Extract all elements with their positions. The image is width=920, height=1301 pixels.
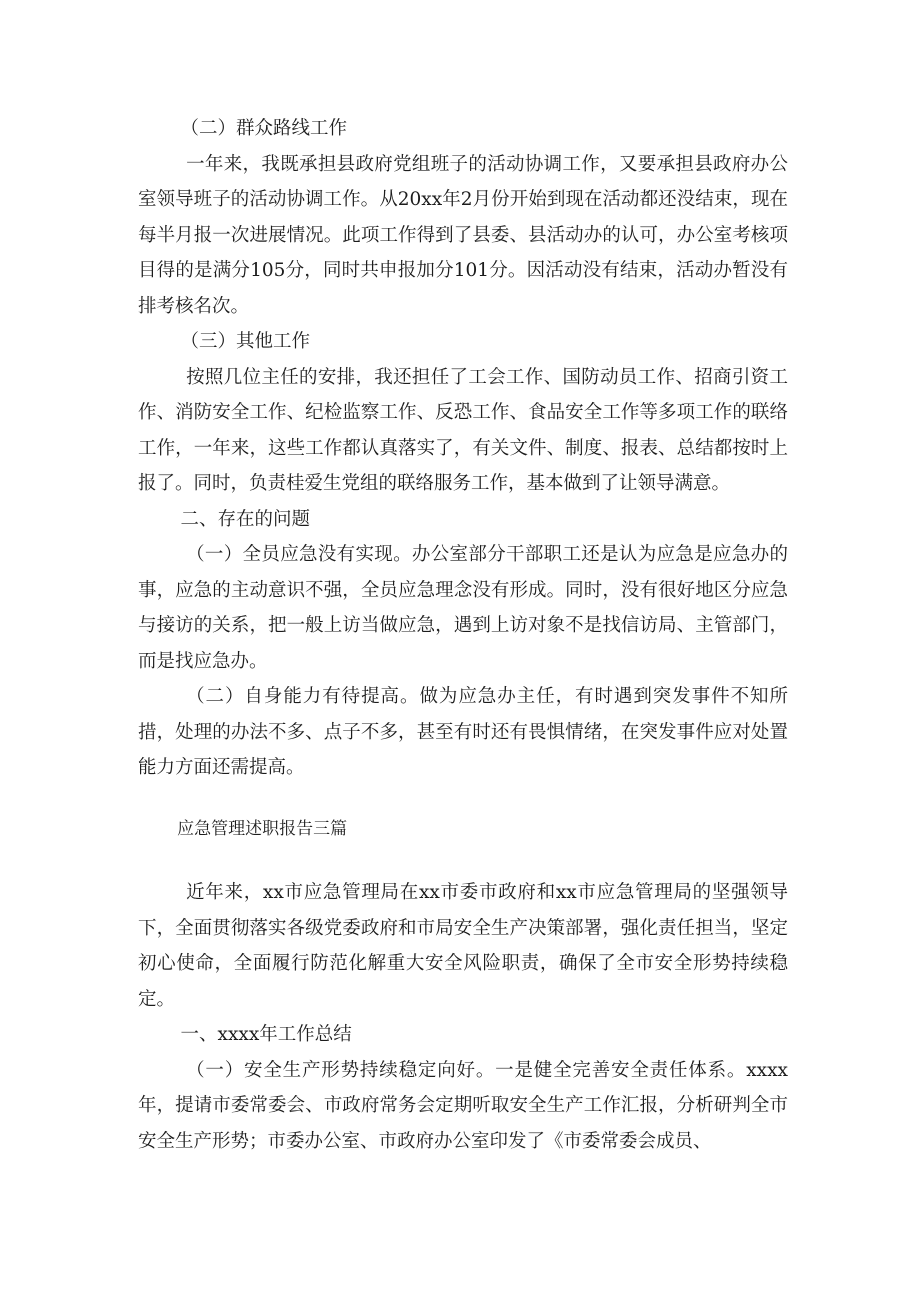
body-paragraph: （一）全员应急没有实现。办公室部分干部职工还是认为应急是应急办的事，应急的主动意识不强，全员应急理念没有形成。同时，没有很好地区分应急与接访的关系，把一般上访当做应急，遇到上访对象不是找信访局、主管部门，而是找应急办。 bbox=[138, 544, 788, 672]
body-paragraph: （二）自身能力有待提高。做为应急办主任，有时遇到突发事件不知所措，处理的办法不多、点子不多，甚至有时还有畏惧情绪，在突发事件应对处置能力方面还需提高。 bbox=[138, 686, 788, 778]
section-heading-work-summary: 一、xxxx年工作总结 bbox=[180, 1024, 352, 1045]
section-heading-existing-problems: 二、存在的问题 bbox=[180, 508, 311, 530]
body-paragraph: （一）安全生产形势持续稳定向好。一是健全完善安全责任体系。xxxx年，提请市委常委会、市政府常务会定期听取安全生产工作汇报，分析研判全市安全生产形势；市委办公室、市政府办公室印发了《市委常委会成员、 bbox=[138, 1059, 788, 1152]
body-paragraph: 近年来，xx市应急管理局在xx市委市政府和xx市应急管理局的坚强领导下，全面贯彻落实各级党委政府和市局安全生产决策部署，强化责任担当，坚定初心使命，全面履行防范化解重大安全风险职责，确保了全市安全形势持续稳定。 bbox=[138, 882, 788, 1010]
report-title: 应急管理述职报告三篇 bbox=[177, 818, 348, 839]
body-paragraph: 一年来，我既承担县政府党组班子的活动协调工作，又要承担县政府办公室领导班子的活动协调工作。从20xx年2月份开始到现在活动都还没结束，现在每半月报一次进展情况。此项工作得到了县委、县活动办的认可，办公室考核项目得的是满分105分，同时共申报加分101分。因活动没有结束，活动办暂没有排考核名次。 bbox=[138, 153, 788, 317]
body-paragraph: 按照几位主任的安排，我还担任了工会工作、国防动员工作、招商引资工作、消防安全工作、纪检监察工作、反恐工作、食品安全工作等多项工作的联络工作，一年来，这些工作都认真落实了，有关文件、制度、报表、总结都按时上报了。同时，负责桂爱生党组的联络服务工作，基本做到了让领导满意。 bbox=[138, 366, 788, 494]
document-body bbox=[138, 111, 788, 1159]
section-heading-other-work: （三）其他工作 bbox=[180, 331, 311, 352]
section-heading-mass-line-work: （二）群众路线工作 bbox=[180, 118, 348, 139]
